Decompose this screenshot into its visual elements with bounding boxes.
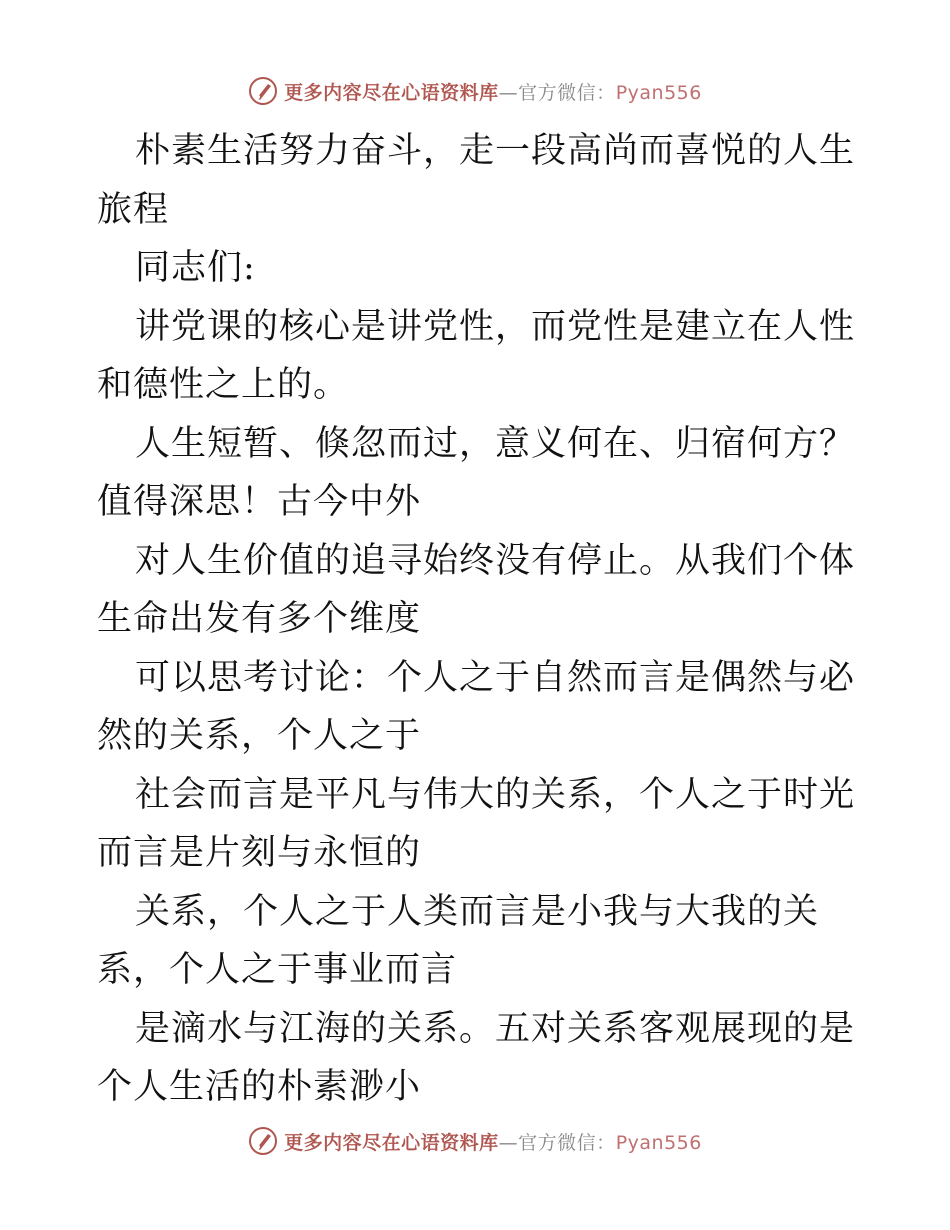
feather-pen-logo-icon: [248, 76, 278, 106]
paragraph: 可以思考讨论：个人之于自然而言是偶然与必然的关系，个人之于: [97, 657, 856, 756]
feather-pen-logo-icon: [248, 1126, 278, 1156]
document-body: [97, 122, 857, 1117]
paragraph: 讲党课的核心是讲党性，而党性是建立在人性和德性之上的。: [97, 306, 856, 405]
paragraph: 关系，个人之于人类而言是小我与大我的关系，个人之于事业而言: [97, 891, 820, 990]
watermark-text: [284, 78, 702, 105]
paragraph-title: 朴素生活努力奋斗，走一段高尚而喜悦的人生旅程: [97, 131, 856, 230]
footer-watermark: [0, 1121, 950, 1161]
watermark-dash: —: [498, 1131, 519, 1154]
watermark-main: 更多内容尽在心语资料库: [284, 81, 499, 104]
watermark-id: Pyan556: [615, 81, 702, 104]
paragraph: 是滴水与江海的关系。五对关系客观展现的是个人生活的朴素渺小: [97, 1008, 856, 1107]
paragraph: 人生短暂、倏忽而过，意义何在、归宿何方？值得深思！古今中外: [97, 423, 856, 522]
watermark-official: 官方微信：: [518, 81, 616, 104]
watermark-text: [284, 1128, 702, 1155]
watermark-id: Pyan556: [615, 1131, 702, 1154]
watermark-dash: —: [498, 81, 519, 104]
paragraph: 社会而言是平凡与伟大的关系，个人之于时光而言是片刻与永恒的: [97, 774, 856, 873]
header-watermark: [0, 71, 950, 111]
paragraph-salutation: 同志们:: [135, 248, 256, 288]
watermark-main: 更多内容尽在心语资料库: [284, 1131, 499, 1154]
watermark-official: 官方微信：: [518, 1131, 616, 1154]
paragraph: 对人生价值的追寻始终没有停止。从我们个体生命出发有多个维度: [97, 540, 856, 639]
